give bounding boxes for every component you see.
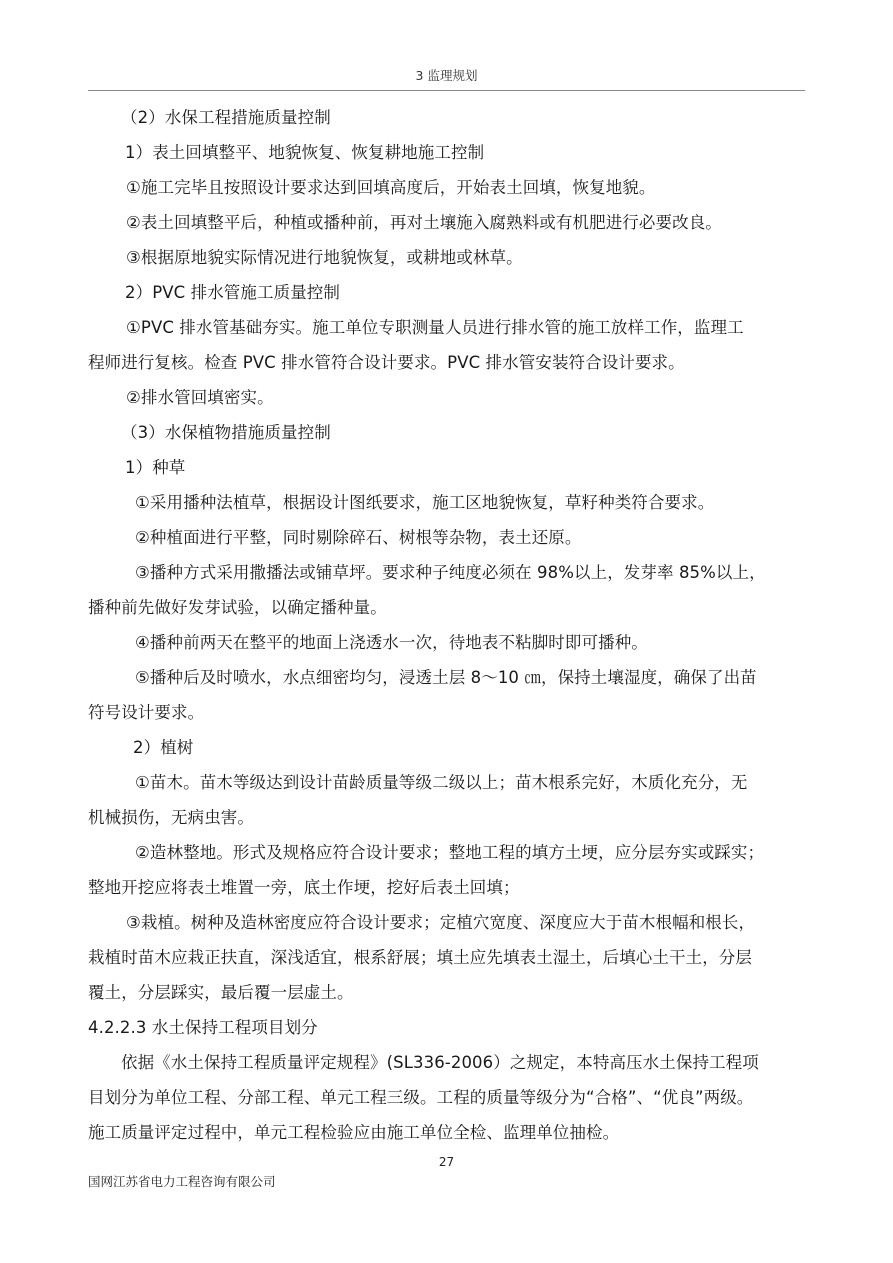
text-line: ①苗木。苗木等级达到设计苗龄质量等级二级以上；苗木根系完好，木质化充分，无 (135, 773, 748, 792)
text-line: ③栽植。树种及造林密度应符合设计要求；定植穴宽度、深度应大于苗木根幅和根长， (126, 913, 756, 932)
text-line: 1）表土回填整平、地貌恢复、恢复耕地施工控制 (125, 143, 485, 162)
text-line: ②种植面进行平整，同时剔除碎石、树根等杂物，表土还原。 (135, 528, 582, 547)
text-line: 覆土，分层踩实，最后覆一层虚土。 (88, 983, 354, 1002)
text-line: 程师进行复核。检查 PVC 排水管符合设计要求。PVC 排水管安装符合设计要求。 (88, 353, 685, 372)
text-line: ①采用播种法植草，根据设计图纸要求，施工区地貌恢复，草籽种类符合要求。 (135, 493, 715, 512)
header-divider (88, 90, 805, 91)
text-line: ②造林整地。形式及规格应符合设计要求；整地工程的填方土埂，应分层夯实或踩实； (135, 843, 765, 862)
body-text (88, 100, 806, 1150)
text-line: ③播种方式采用撒播法或铺草坪。要求种子纯度必须在 98%以上，发芽率 85%以上， (135, 563, 766, 582)
text-line: 4.2.2.3 水土保持工程项目划分 (88, 1018, 318, 1037)
text-line: 施工质量评定过程中，单元工程检验应由施工单位全检、监理单位抽检。 (88, 1123, 620, 1142)
text-line: ③根据原地貌实际情况进行地貌恢复，或耕地或林草。 (126, 248, 523, 267)
text-line: 播种前先做好发芽试验，以确定播种量。 (88, 598, 387, 617)
text-line: 2）植树 (133, 738, 194, 757)
footer-company-name: 国网江苏省电力工程咨询有限公司 (88, 1174, 276, 1189)
text-line: ②表土回填整平后，种植或播种前，再对土壤施入腐熟料或有机肥进行必要改良。 (126, 213, 722, 232)
text-line: 依据《水土保持工程质量评定规程》(SL336-2006）之规定，本特高压水土保持工程项 (121, 1053, 759, 1072)
text-line: 2）PVC 排水管施工质量控制 (125, 283, 341, 302)
text-line: ④播种前两天在整平的地面上浇透水一次，待地表不粘脚时即可播种。 (135, 633, 648, 652)
text-line: 符号设计要求。 (88, 703, 205, 722)
page-header: 3 监理规划 (415, 68, 478, 83)
page-number: 27 (438, 1155, 455, 1169)
text-line: 机械损伤，无病虫害。 (88, 808, 254, 827)
text-line: 目划分为单位工程、分部工程、单元工程三级。工程的质量等级分为“合格”、“优良”两级。 (88, 1088, 754, 1107)
text-line: （2）水保工程措施质量控制 (121, 108, 331, 127)
text-line: 整地开挖应将表土堆置一旁，底土作埂，挖好后表土回填； (88, 878, 520, 897)
text-line: （3）水保植物措施质量控制 (121, 423, 331, 442)
text-line: 1）种草 (125, 458, 186, 477)
text-line: ⑤播种后及时喷水，水点细密均匀，浸透土层 8～10 ㎝，保持土壤湿度，确保了出苗 (135, 668, 757, 687)
text-line: ①施工完毕且按照设计要求达到回填高度后，开始表土回填，恢复地貌。 (126, 178, 656, 197)
text-line: ①PVC 排水管基础夯实。施工单位专职测量人员进行排水管的施工放样工作，监理工 (126, 318, 744, 337)
text-line: ②排水管回填密实。 (126, 388, 274, 407)
text-line: 栽植时苗木应栽正扶直，深浅适宜，根系舒展；填土应先填表土湿土，后填心土干土，分层 (88, 948, 752, 967)
